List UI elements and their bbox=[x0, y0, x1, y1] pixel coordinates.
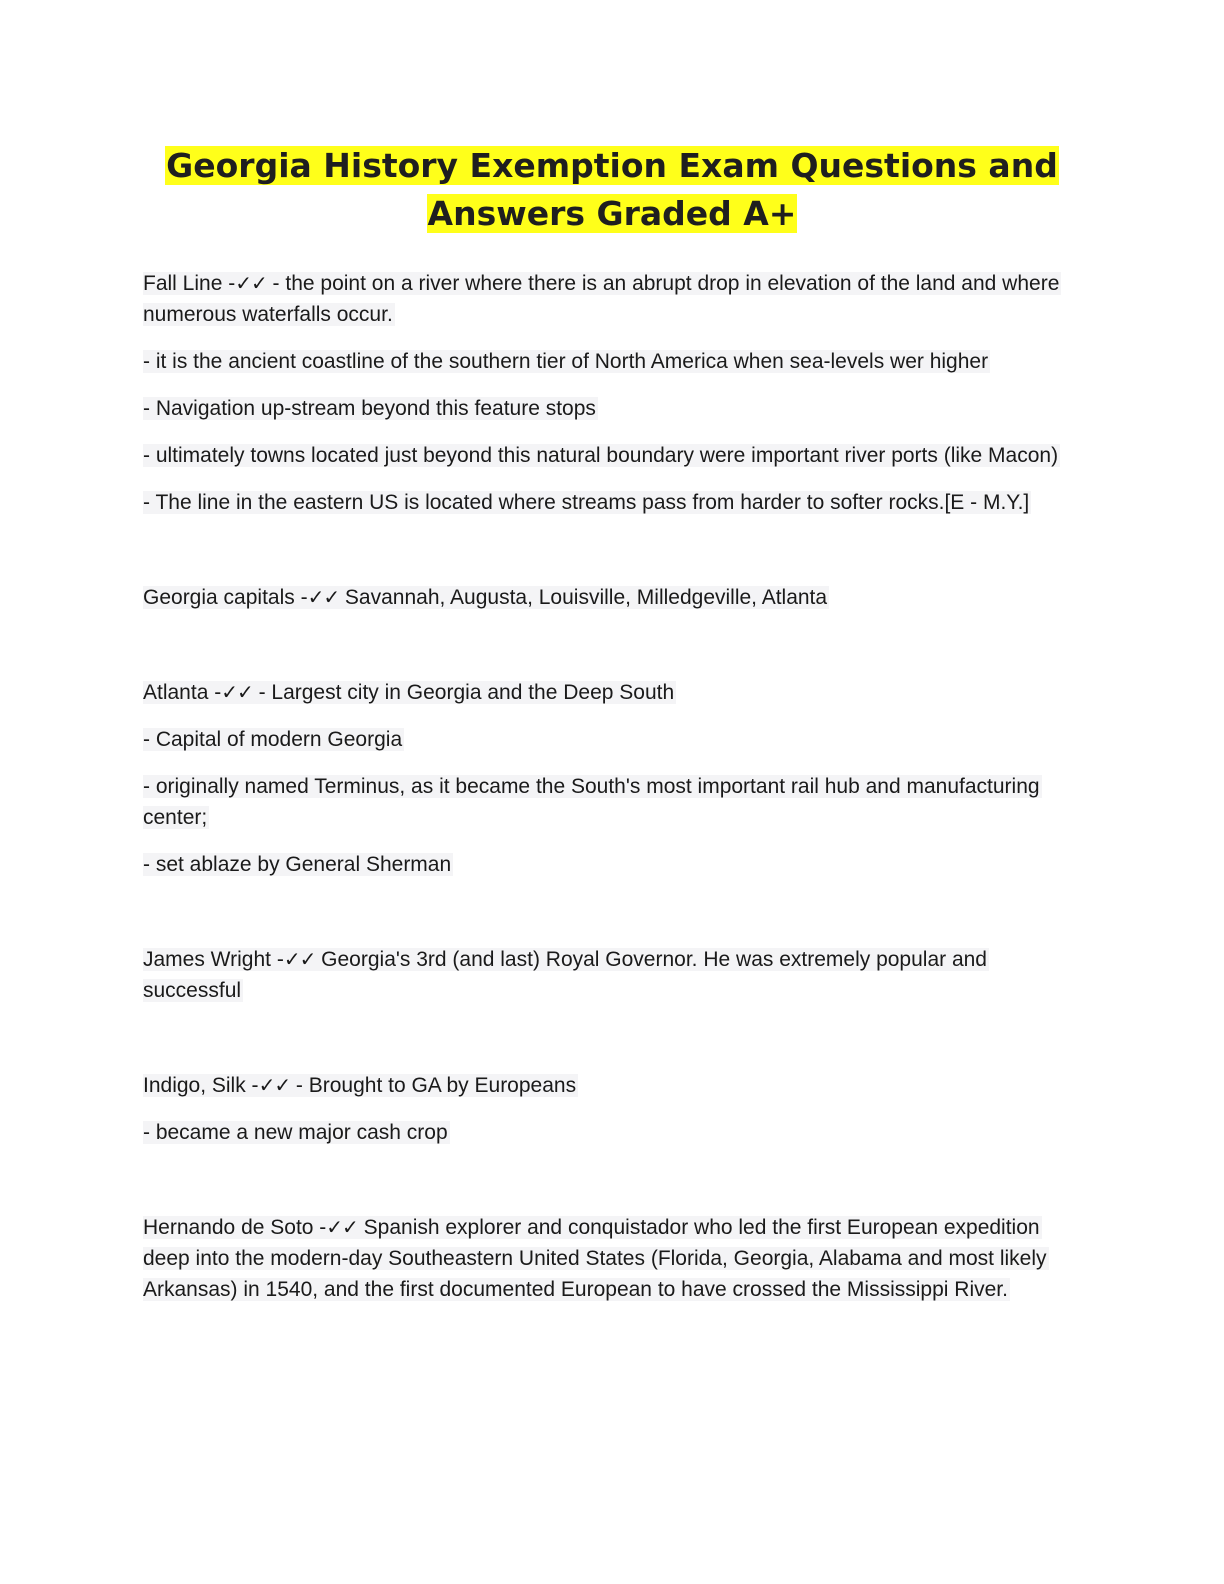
entry-detail: - Capital of modern Georgia bbox=[143, 728, 403, 751]
entry-definition bbox=[143, 1212, 1081, 1305]
entry-term: Hernando de Soto - bbox=[143, 1216, 327, 1239]
entry-text: - the point on a river where there is an abrupt drop in elevation of the land and where numerous waterfalls occur. bbox=[143, 272, 1060, 326]
double-check-icon: ✓✓ bbox=[326, 1215, 358, 1239]
page-title bbox=[143, 142, 1081, 238]
entry-atlanta bbox=[143, 677, 1081, 880]
title-line-2: Answers Graded A+ bbox=[427, 194, 797, 233]
entry-detail: - Navigation up-stream beyond this feature stops bbox=[143, 397, 596, 420]
entry-term: Atlanta - bbox=[143, 681, 222, 704]
entry-indigo-silk bbox=[143, 1070, 1081, 1148]
entry-definition bbox=[143, 1070, 1081, 1101]
entry-text: Spanish explorer and conquistador who led the first European expedition deep into the modern-day Southeastern United States (Florida, Georgia, Alabama and most likely Arkansas) in 1540, and the first documented European to have crossed the Mississippi River. bbox=[143, 1216, 1047, 1301]
entry-detail: - originally named Terminus, as it became the South's most important rail hub and manufacturing center; bbox=[143, 775, 1040, 829]
entry-definition bbox=[143, 677, 1081, 708]
entries-list bbox=[143, 268, 1081, 1305]
entry-detail: - set ablaze by General Sherman bbox=[143, 853, 452, 876]
double-check-icon: ✓✓ bbox=[307, 585, 340, 609]
entry-text: Savannah, Augusta, Louisville, Milledgeville, Atlanta bbox=[339, 586, 828, 609]
double-check-icon: ✓✓ bbox=[283, 947, 316, 971]
entry-text: - Brought to GA by Europeans bbox=[290, 1074, 577, 1097]
double-check-icon: ✓✓ bbox=[235, 271, 267, 295]
entry-term: Indigo, Silk - bbox=[143, 1074, 259, 1097]
entry-hernando-de-soto bbox=[143, 1212, 1081, 1305]
entry-text: Georgia's 3rd (and last) Royal Governor. He was extremely popular and successful bbox=[143, 948, 987, 1002]
entry-definition bbox=[143, 582, 1081, 613]
entry-detail: - became a new major cash crop bbox=[143, 1121, 448, 1144]
entry-definition bbox=[143, 268, 1081, 330]
double-check-icon: ✓✓ bbox=[258, 1073, 291, 1097]
entry-definition bbox=[143, 944, 1081, 1006]
entry-fall-line bbox=[143, 268, 1081, 518]
entry-james-wright bbox=[143, 944, 1081, 1006]
double-check-icon: ✓✓ bbox=[221, 680, 253, 704]
entry-georgia-capitals bbox=[143, 582, 1081, 613]
entry-term: Georgia capitals - bbox=[143, 586, 308, 609]
entry-term: Fall Line - bbox=[143, 272, 236, 295]
title-line-1: Georgia History Exemption Exam Questions and bbox=[166, 146, 1058, 185]
entry-term: James Wright - bbox=[143, 948, 284, 971]
entry-detail: - The line in the eastern US is located where streams pass from harder to softer rocks.[E - M.Y.] bbox=[143, 491, 1030, 514]
entry-detail: - ultimately towns located just beyond this natural boundary were important river ports (like Macon) bbox=[143, 444, 1059, 467]
entry-text: - Largest city in Georgia and the Deep South bbox=[252, 681, 675, 704]
entry-detail: - it is the ancient coastline of the southern tier of North America when sea-levels wer higher bbox=[143, 350, 989, 373]
